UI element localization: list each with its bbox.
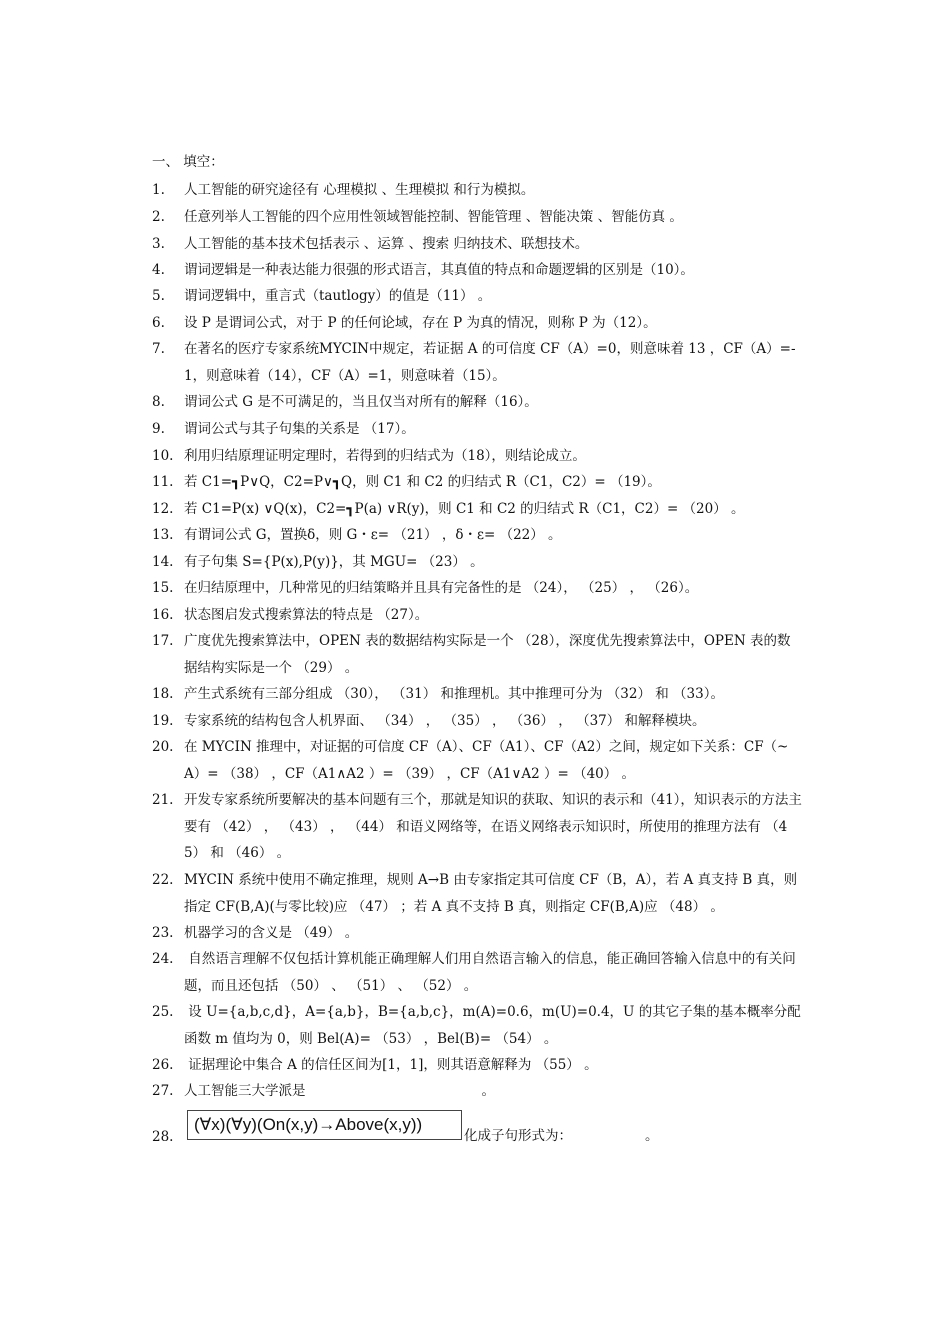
question-text: 机器学习的含义是 （49） 。 bbox=[184, 925, 359, 941]
question-number: 19. bbox=[152, 713, 174, 729]
question-item bbox=[152, 575, 802, 602]
question-item bbox=[152, 416, 802, 443]
question-item bbox=[152, 336, 802, 389]
question-item bbox=[152, 389, 802, 416]
question-text: 人工智能的基本技术包括表示 、运算 、搜索 归纳技术、联想技术。 bbox=[184, 236, 589, 252]
question-item bbox=[152, 602, 802, 629]
formula-image: (∀x)(∀y)(On(x,y)→Above(x,y)) bbox=[187, 1110, 462, 1140]
question-number: 16. bbox=[152, 607, 174, 623]
question-number: 3. bbox=[152, 236, 165, 252]
question-number: 2. bbox=[152, 209, 165, 225]
question-item bbox=[152, 443, 802, 470]
question-text: 任意列举人工智能的四个应用性领域智能控制、智能管理 、智能决策 、智能仿真 。 bbox=[184, 209, 683, 225]
question-number: 17. bbox=[152, 633, 174, 649]
question-number: 21. bbox=[152, 792, 174, 808]
question-number: 13. bbox=[152, 527, 174, 543]
question-text: 有谓词公式 G，置换δ，则 G・ε= （21） ，δ・ε= （22） 。 bbox=[184, 527, 562, 543]
question-text: 产生式系统有三部分组成 （30）， （31） 和推理机。其中推理可分为 （32） 和 （33）。 bbox=[184, 686, 724, 702]
question-text: 谓词公式 G 是不可满足的，当且仅当对所有的解释（16）。 bbox=[184, 394, 538, 410]
question-text: 利用归结原理证明定理时，若得到的归结式为（18），则结论成立。 bbox=[184, 448, 586, 464]
question-item bbox=[152, 734, 802, 787]
question-item bbox=[152, 257, 802, 284]
question-text: 专家系统的结构包含人机界面、 （34） ， （35） ， （36） ， （37） 和解释模块。 bbox=[184, 713, 706, 729]
question-text: 在归结原理中，几种常见的归结策略并且具有完备性的是 （24）， （25） ， （26）。 bbox=[184, 580, 699, 596]
question-item bbox=[152, 681, 802, 708]
question-item bbox=[152, 283, 802, 310]
question-text: 人工智能三大学派是 。 bbox=[184, 1083, 495, 1099]
question-item bbox=[152, 920, 802, 947]
question-number: 12. bbox=[152, 501, 174, 517]
question-number: 27. bbox=[152, 1083, 174, 1099]
question-text: 设 P 是谓词公式，对于 P 的任何论域，存在 P 为真的情况，则称 P 为（12）。 bbox=[184, 315, 657, 331]
question-text: 设 U={a,b,c,d}，A={a,b}，B={a,b,c}，m(A)=0.6，m(U)=0.4，U 的其它子集的基本概率分配函数 m 值均为 0，则 Bel(A)= （53） ，Bel(B)= （54） 。 bbox=[184, 1004, 801, 1047]
question-text: 状态图启发式搜索算法的特点是 （27）。 bbox=[184, 607, 429, 623]
question-number: 7. bbox=[152, 341, 165, 357]
question-number: 9. bbox=[152, 421, 165, 437]
question-item bbox=[152, 787, 802, 867]
question-number: 11. bbox=[152, 474, 174, 490]
question-text: 自然语言理解不仅包括计算机能正确理解人们用自然语言输入的信息，能正确回答输入信息中的有关问题，而且还包括 （50） 、 （51） 、 （52） 。 bbox=[184, 951, 796, 994]
question-text: 有子句集 S={P(x),P(y)}，其 MGU= （23） 。 bbox=[184, 554, 484, 570]
question-text: 在 MYCIN 推理中，对证据的可信度 CF（A）、CF（A1）、CF（A2）之间，规定如下关系：CF（~A）= （38） ，CF（A1∧A2 ）= （39） ，CF（A1∨A2 ）= （40） 。 bbox=[184, 739, 789, 782]
question-item bbox=[152, 310, 802, 337]
question-item bbox=[152, 469, 802, 496]
question-item bbox=[152, 1078, 802, 1105]
question-item bbox=[152, 708, 802, 735]
question-number: 20. bbox=[152, 739, 174, 755]
question-number: 22. bbox=[152, 872, 174, 888]
question-text: 若 C1=P(x) ∨Q(x)，C2=┓P(a) ∨R(y)，则 C1 和 C2 的归结式 R（C1，C2）= （20） 。 bbox=[184, 501, 745, 517]
question-number: 8. bbox=[152, 394, 165, 410]
question-item bbox=[152, 204, 802, 231]
question-number: 25. bbox=[152, 1004, 174, 1020]
question-number: 4. bbox=[152, 262, 165, 278]
question-number: 28. bbox=[152, 1129, 174, 1145]
question-text: 广度优先搜索算法中，OPEN 表的数据结构实际是一个 （28），深度优先搜索算法中，OPEN 表的数据结构实际是一个 （29） 。 bbox=[184, 633, 791, 676]
question-item bbox=[152, 231, 802, 258]
question-item bbox=[152, 946, 802, 999]
question-item bbox=[152, 628, 802, 681]
question-item bbox=[152, 496, 802, 523]
question-text: 谓词逻辑是一种表达能力很强的形式语言，其真值的特点和命题逻辑的区别是（10）。 bbox=[184, 262, 694, 278]
question-number: 26. bbox=[152, 1057, 174, 1073]
question-item bbox=[152, 867, 802, 920]
question-item bbox=[152, 177, 802, 204]
question-number: 5. bbox=[152, 288, 165, 304]
question-number: 24. bbox=[152, 951, 174, 967]
question-item bbox=[152, 549, 802, 576]
question-text: 谓词公式与其子句集的关系是 （17）。 bbox=[184, 421, 415, 437]
question-number: 15. bbox=[152, 580, 174, 596]
question-item bbox=[152, 999, 802, 1052]
question-number: 14. bbox=[152, 554, 174, 570]
question-number: 1. bbox=[152, 182, 165, 198]
section-title: 一、 填空： bbox=[152, 154, 224, 170]
question-number: 10. bbox=[152, 448, 174, 464]
question-item bbox=[152, 1052, 802, 1079]
question-text: 在著名的医疗专家系统MYCIN中规定，若证据 A 的可信度 CF（A）=0，则意味着 13 ，CF（A）=-1，则意味着（14），CF（A）=1，则意味着（15）。 bbox=[184, 341, 796, 384]
question-text: 若 C1=┓P∨Q，C2=P∨┓Q，则 C1 和 C2 的归结式 R（C1，C2）= （19）。 bbox=[184, 474, 661, 490]
question-text: 化成子句形式为： 。 bbox=[464, 1128, 659, 1144]
question-text: 证据理论中集合 A 的信任区间为[1，1]，则其语意解释为 （55） 。 bbox=[184, 1057, 598, 1073]
question-number: 18. bbox=[152, 686, 174, 702]
question-text: MYCIN 系统中使用不确定推理，规则 A→B 由专家指定其可信度 CF（B，A），若 A 真支持 B 真，则指定 CF(B,A)(与零比较)应 （47） ；若 A 真不支持 B 真，则指定 CF(B,A)应 （48） 。 bbox=[184, 872, 798, 915]
question-number: 23. bbox=[152, 925, 174, 941]
question-text: 谓词逻辑中，重言式（tautlogy）的值是（11） 。 bbox=[184, 288, 492, 304]
question-text: 开发专家系统所要解决的基本问题有三个，那就是知识的获取、知识的表示和（41），知识表示的方法主要有 （42） ， （43） ， （44） 和语义网络等，在语义网络表示知识时，所使用的推理方法有 （45） 和 （46） 。 bbox=[184, 792, 802, 861]
question-text: 人工智能的研究途径有 心理模拟 、生理模拟 和行为模拟。 bbox=[184, 182, 535, 198]
question-item bbox=[152, 522, 802, 549]
question-number: 6. bbox=[152, 315, 165, 331]
